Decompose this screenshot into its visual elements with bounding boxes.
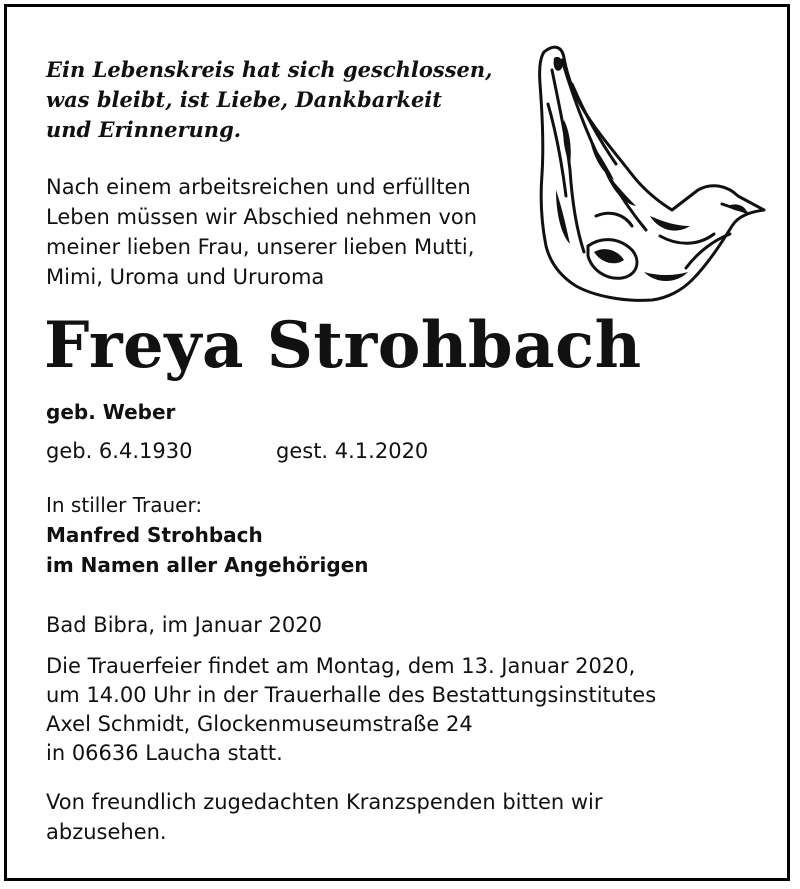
wreath-note <box>46 787 603 847</box>
life-dates <box>46 436 428 466</box>
mourner-name: Manfred Strohbach <box>46 523 263 547</box>
mourner-relatives: im Namen aller Angehörigen <box>46 553 369 577</box>
deceased-name: Freya Strohbach <box>44 308 642 383</box>
wreath-line: Von freundlich zugedachten Kranzspenden bitten wir <box>46 790 603 814</box>
intro-line: Nach einem arbeitsreichen und erfüllten <box>46 175 471 199</box>
ceremony-line: um 14.00 Uhr in der Trauerhalle des Bestattungsinstitutes <box>46 683 657 707</box>
intro-line: Leben müssen wir Abschied nehmen von <box>46 205 478 229</box>
birth-date: geb. 6.4.1930 <box>46 439 193 463</box>
mourners-block <box>46 490 369 580</box>
place-date: Bad Bibra, im Januar 2020 <box>46 613 322 637</box>
ceremony-info <box>46 652 656 768</box>
wreath-line: abzusehen. <box>46 820 167 844</box>
motto-line: Ein Lebenskreis hat sich geschlossen, <box>46 57 493 82</box>
ceremony-line: in 06636 Laucha statt. <box>46 741 283 765</box>
maiden-name: geb. Weber <box>46 400 176 424</box>
death-date: gest. 4.1.2020 <box>276 439 429 463</box>
motto-line: was bleibt, ist Liebe, Dankbarkeit <box>46 87 442 112</box>
intro-line: meiner lieben Frau, unserer lieben Mutti, <box>46 235 475 259</box>
praying-hands-icon <box>532 40 772 305</box>
motto-line: und Erinnerung. <box>46 117 242 142</box>
intro-line: Mimi, Uroma und Ururoma <box>46 265 325 289</box>
intro-text <box>46 172 477 292</box>
ceremony-line: Axel Schmidt, Glockenmuseumstraße 24 <box>46 712 473 736</box>
ceremony-line: Die Trauerfeier findet am Montag, dem 13. Januar 2020, <box>46 654 636 678</box>
motto-verse <box>46 55 492 145</box>
mourning-heading: In stiller Trauer: <box>46 493 203 517</box>
